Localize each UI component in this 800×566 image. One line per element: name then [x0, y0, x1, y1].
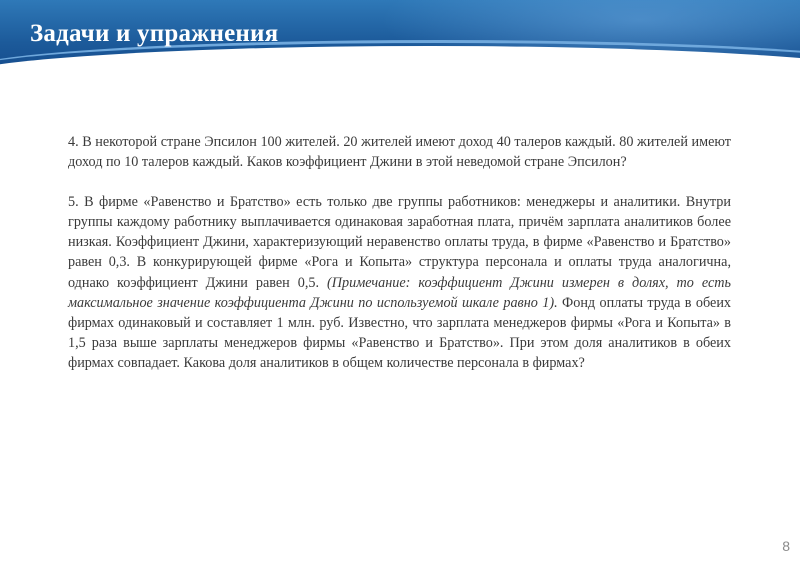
- slide-body: [68, 132, 731, 373]
- problem-5-text-after: Фонд оплаты труда в обеих фирмах одинаковый и составляет 1 млн. руб. Известно, что зарплата менеджеров фирмы «Рога и Копыта» в 1,5 раза выше зарплаты менеджеров фирмы «Равенство и Братство». При этом доля аналитиков в обеих фирмах совпадает. Какова доля аналитиков в общем количестве персонала в фирмах?: [68, 294, 731, 371]
- problem-5-note: (Примечание: коэффициент Джини измерен в долях, то есть максимальное значение коэффициента Джини по используемой шкале равно 1).: [68, 274, 731, 311]
- problem-4: 4. В некоторой стране Эпсилон 100 жителей. 20 жителей имеют доход 40 талеров каждый. 80 жителей имеют доход по 10 талеров каждый. Каков коэффициент Джини в этой неведомой стране Эпсилон?: [68, 134, 731, 171]
- slide-title: Задачи и упражнения: [30, 20, 279, 47]
- page-number: 8: [782, 538, 790, 554]
- slide-header: [0, 0, 800, 78]
- problem-5: [68, 192, 731, 373]
- problem-5-text-before: 5. В фирме «Равенство и Братство» есть только две группы работников: менеджеры и аналитики. Внутри группы каждому работнику выплачивается одинаковая заработная плата, причём зарплата аналитиков более низкая. Коэффициент Джини, характеризующий неравенство оплаты труда, в фирме «Равенство и Братство» равен 0,3. В конкурирующей фирме «Рога и Копыта» структура персонала и оплаты труда аналогична, однако коэффициент Джини равен 0,5.: [68, 194, 731, 291]
